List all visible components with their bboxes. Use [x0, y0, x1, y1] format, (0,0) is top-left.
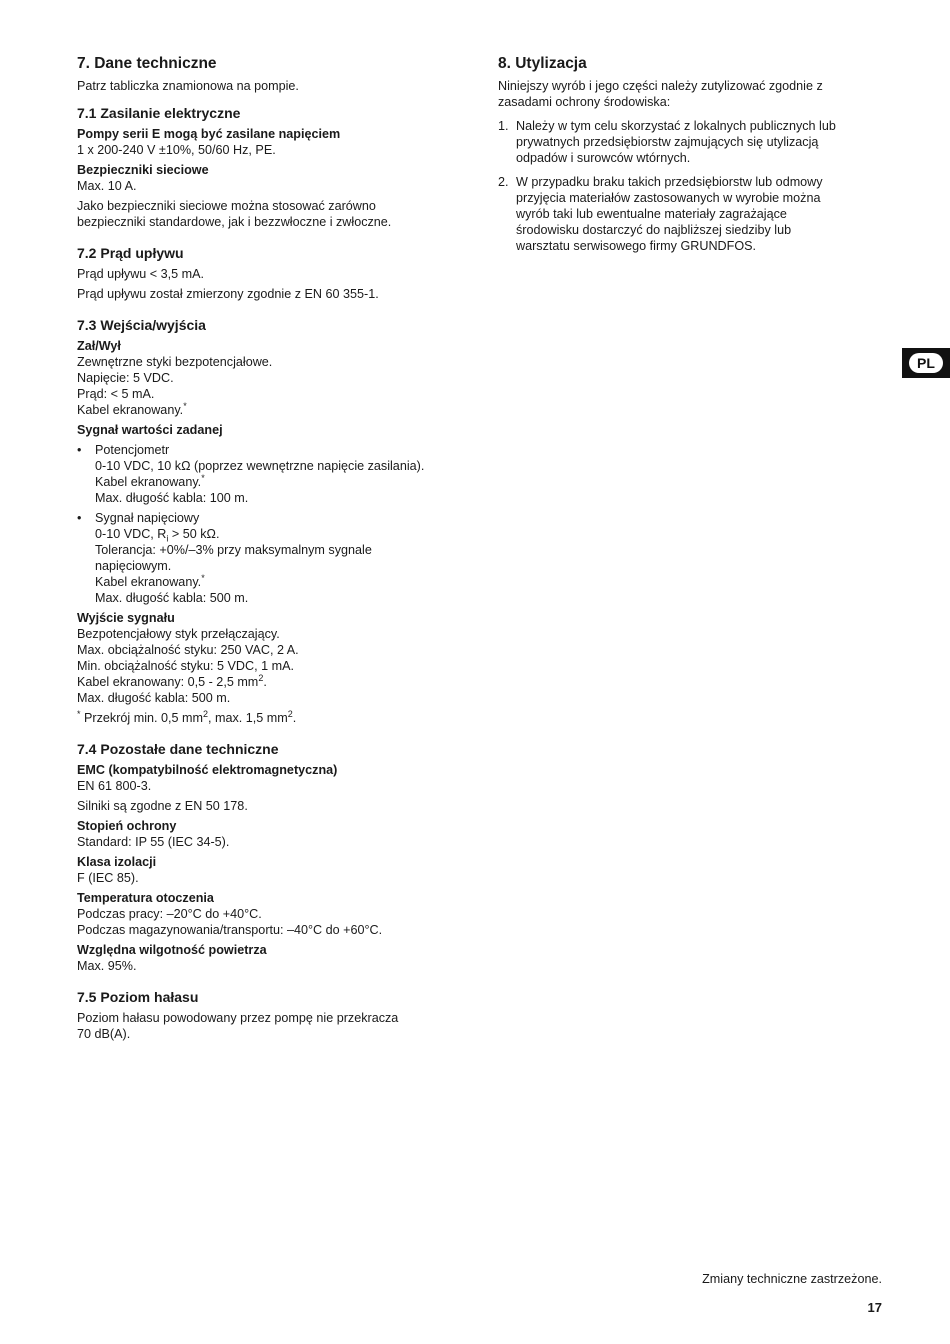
- temperature-line: Podczas pracy: –20°C do +40°C.: [77, 907, 262, 921]
- footnote-text: Przekrój min. 0,5 mm: [80, 711, 203, 725]
- onoff-cable-text: Kabel ekranowany.: [77, 403, 184, 417]
- disposal-intro-line: zasadami ochrony środowiska:: [498, 95, 671, 109]
- humidity-value: Max. 95%.: [77, 959, 137, 973]
- list-item: [77, 442, 467, 506]
- section-7-5-title: 7.5 Poziom hałasu: [77, 989, 199, 1005]
- output-text: Kabel ekranowany: 0,5 - 2,5 mm: [77, 675, 259, 689]
- list-line: prywatnych przedsiębiorstw zajmujących się utylizacją: [516, 135, 819, 149]
- volt-line: napięciowym.: [95, 559, 172, 573]
- footer-note: Zmiany techniczne zastrzeżone.: [702, 1272, 882, 1286]
- superscript: 2: [258, 672, 264, 683]
- footnote-marker: *: [77, 708, 81, 719]
- onoff-line: Zewnętrzne styki bezpotencjałowe.: [77, 355, 273, 369]
- output-line: [77, 674, 467, 690]
- section-7-2-title: 7.2 Prąd upływu: [77, 245, 184, 261]
- volt-line: [95, 526, 467, 542]
- onoff-label: Zał/Wył: [77, 339, 121, 353]
- fuse-value: Max. 10 A.: [77, 179, 137, 193]
- insulation-block: [77, 854, 467, 886]
- fuse-note-line: bezpieczniki standardowe, jak i bezzwłoczne i zwłoczne.: [77, 215, 392, 229]
- pot-cable-text: Kabel ekranowany.: [95, 475, 202, 489]
- language-tab-label: PL: [909, 353, 943, 373]
- insulation-label: Klasa izolacji: [77, 855, 157, 869]
- emc-block: [77, 762, 467, 794]
- supply-value: 1 x 200-240 V ±10%, 50/60 Hz, PE.: [77, 143, 276, 157]
- temperature-block: [77, 890, 467, 938]
- list-line: warsztatu serwisowego firmy GRUNDFOS.: [516, 239, 757, 253]
- humidity-block: [77, 942, 467, 974]
- pot-line: • Potencjometr: [95, 443, 170, 457]
- output-block: [77, 610, 467, 706]
- output-text: .: [263, 675, 267, 689]
- fuse-label: Bezpieczniki sieciowe: [77, 163, 209, 177]
- supply-block: [77, 126, 467, 158]
- disposal-list: [498, 118, 883, 254]
- setpoint-list: [77, 442, 467, 606]
- fuse-note: [77, 198, 467, 230]
- output-line: Min. obciążalność styku: 5 VDC, 1 mA.: [77, 659, 294, 673]
- section-7-4-title: 7.4 Pozostałe dane techniczne: [77, 741, 279, 757]
- onoff-line: Prąd: < 5 mA.: [77, 387, 155, 401]
- list-item: [77, 510, 467, 606]
- leakage-current: Prąd upływu < 3,5 mA.: [77, 267, 205, 281]
- list-number: 1.: [498, 119, 509, 133]
- fuse-note-line: Jako bezpieczniki sieciowe można stosować zarówno: [77, 199, 376, 213]
- right-column: [498, 54, 883, 262]
- onoff-block: [77, 338, 467, 418]
- volt-line: [95, 574, 467, 590]
- list-line: Należy w tym celu skorzystać z lokalnych publicznych lub: [516, 119, 836, 133]
- leakage-measured: Prąd upływu został zmierzony zgodnie z EN 60 355-1.: [77, 287, 379, 301]
- pot-line: Max. długość kabla: 100 m.: [95, 491, 249, 505]
- onoff-line: Napięcie: 5 VDC.: [77, 371, 174, 385]
- disposal-intro-line: Niniejszy wyrób i jego części należy zutylizować zgodnie z: [498, 79, 823, 93]
- section-7-title: 7. Dane techniczne: [77, 55, 217, 72]
- noise-line: Poziom hałasu powodowany przez pompę nie przekracza: [77, 1011, 399, 1025]
- section-7-3-title: 7.3 Wejścia/wyjścia: [77, 317, 206, 333]
- output-line: Max. długość kabla: 500 m.: [77, 691, 231, 705]
- page-number: 17: [867, 1300, 882, 1315]
- pot-line: [95, 474, 467, 490]
- output-label: Wyjście sygnału: [77, 611, 175, 625]
- noise-line: 70 dB(A).: [77, 1027, 131, 1041]
- volt-text: 0-10 VDC, R: [95, 527, 167, 541]
- fuse-block: [77, 162, 467, 194]
- emc-value: EN 61 800-3.: [77, 779, 152, 793]
- volt-text: > 50 kΩ.: [168, 527, 220, 541]
- list-line: przyjęcia materiałów zastosowanych w wyrobie można: [516, 191, 821, 205]
- volt-line: • Sygnał napięciowy: [95, 511, 200, 525]
- setpoint-block: [77, 422, 467, 438]
- disposal-intro: [498, 78, 883, 110]
- ip-value: Standard: IP 55 (IEC 34-5).: [77, 835, 230, 849]
- insulation-value: F (IEC 85).: [77, 871, 139, 885]
- list-number: 2.: [498, 175, 509, 189]
- motors-compliance: Silniki są zgodne z EN 50 178.: [77, 799, 248, 813]
- temperature-label: Temperatura otoczenia: [77, 891, 214, 905]
- superscript: 2: [202, 708, 208, 719]
- supply-label: Pompy serii E mogą być zasilane napięciem: [77, 127, 341, 141]
- subscript: i: [166, 533, 169, 544]
- ip-label: Stopień ochrony: [77, 819, 177, 833]
- humidity-label: Względna wilgotność powietrza: [77, 943, 267, 957]
- section-8-title: 8. Utylizacja: [498, 55, 587, 72]
- pot-line: 0-10 VDC, 10 kΩ (poprzez wewnętrzne napięcie zasilania).: [95, 459, 425, 473]
- list-item: [498, 118, 883, 166]
- emc-label: EMC (kompatybilność elektromagnetyczna): [77, 763, 338, 777]
- list-line: W przypadku braku takich przedsiębiorstw lub odmowy: [516, 175, 823, 189]
- list-line: środowisku dostarczyć do najbliższej siedziby lub: [516, 223, 792, 237]
- output-line: Max. obciążalność styku: 250 VAC, 2 A.: [77, 643, 299, 657]
- superscript: 2: [287, 708, 293, 719]
- volt-line: Tolerancja: +0%/–3% przy maksymalnym sygnale: [95, 543, 372, 557]
- onoff-line: [77, 402, 467, 418]
- footnote-marker: *: [201, 572, 205, 583]
- section-7-1-title: 7.1 Zasilanie elektryczne: [77, 105, 241, 121]
- left-column: [77, 54, 467, 1046]
- footnote-text: , max. 1,5 mm: [208, 711, 288, 725]
- list-line: odpadów i surowców wtórnych.: [516, 151, 691, 165]
- temperature-line: Podczas magazynowania/transportu: –40°C do +60°C.: [77, 923, 383, 937]
- footnote-text: .: [292, 711, 297, 725]
- footnote-marker: *: [183, 400, 187, 411]
- list-line: wyrób taki lub ewentualne materiały zagrażające: [516, 207, 787, 221]
- list-item: [498, 174, 883, 254]
- footnote: [77, 710, 467, 726]
- section-7-intro: Patrz tabliczka znamionowa na pompie.: [77, 79, 299, 93]
- ip-block: [77, 818, 467, 850]
- volt-line: Max. długość kabla: 500 m.: [95, 591, 249, 605]
- noise-block: [77, 1010, 467, 1042]
- volt-cable-text: Kabel ekranowany.: [95, 575, 202, 589]
- language-tab: [902, 348, 950, 378]
- output-line: Bezpotencjałowy styk przełączający.: [77, 627, 280, 641]
- footnote-marker: *: [201, 472, 205, 483]
- setpoint-label: Sygnał wartości zadanej: [77, 423, 223, 437]
